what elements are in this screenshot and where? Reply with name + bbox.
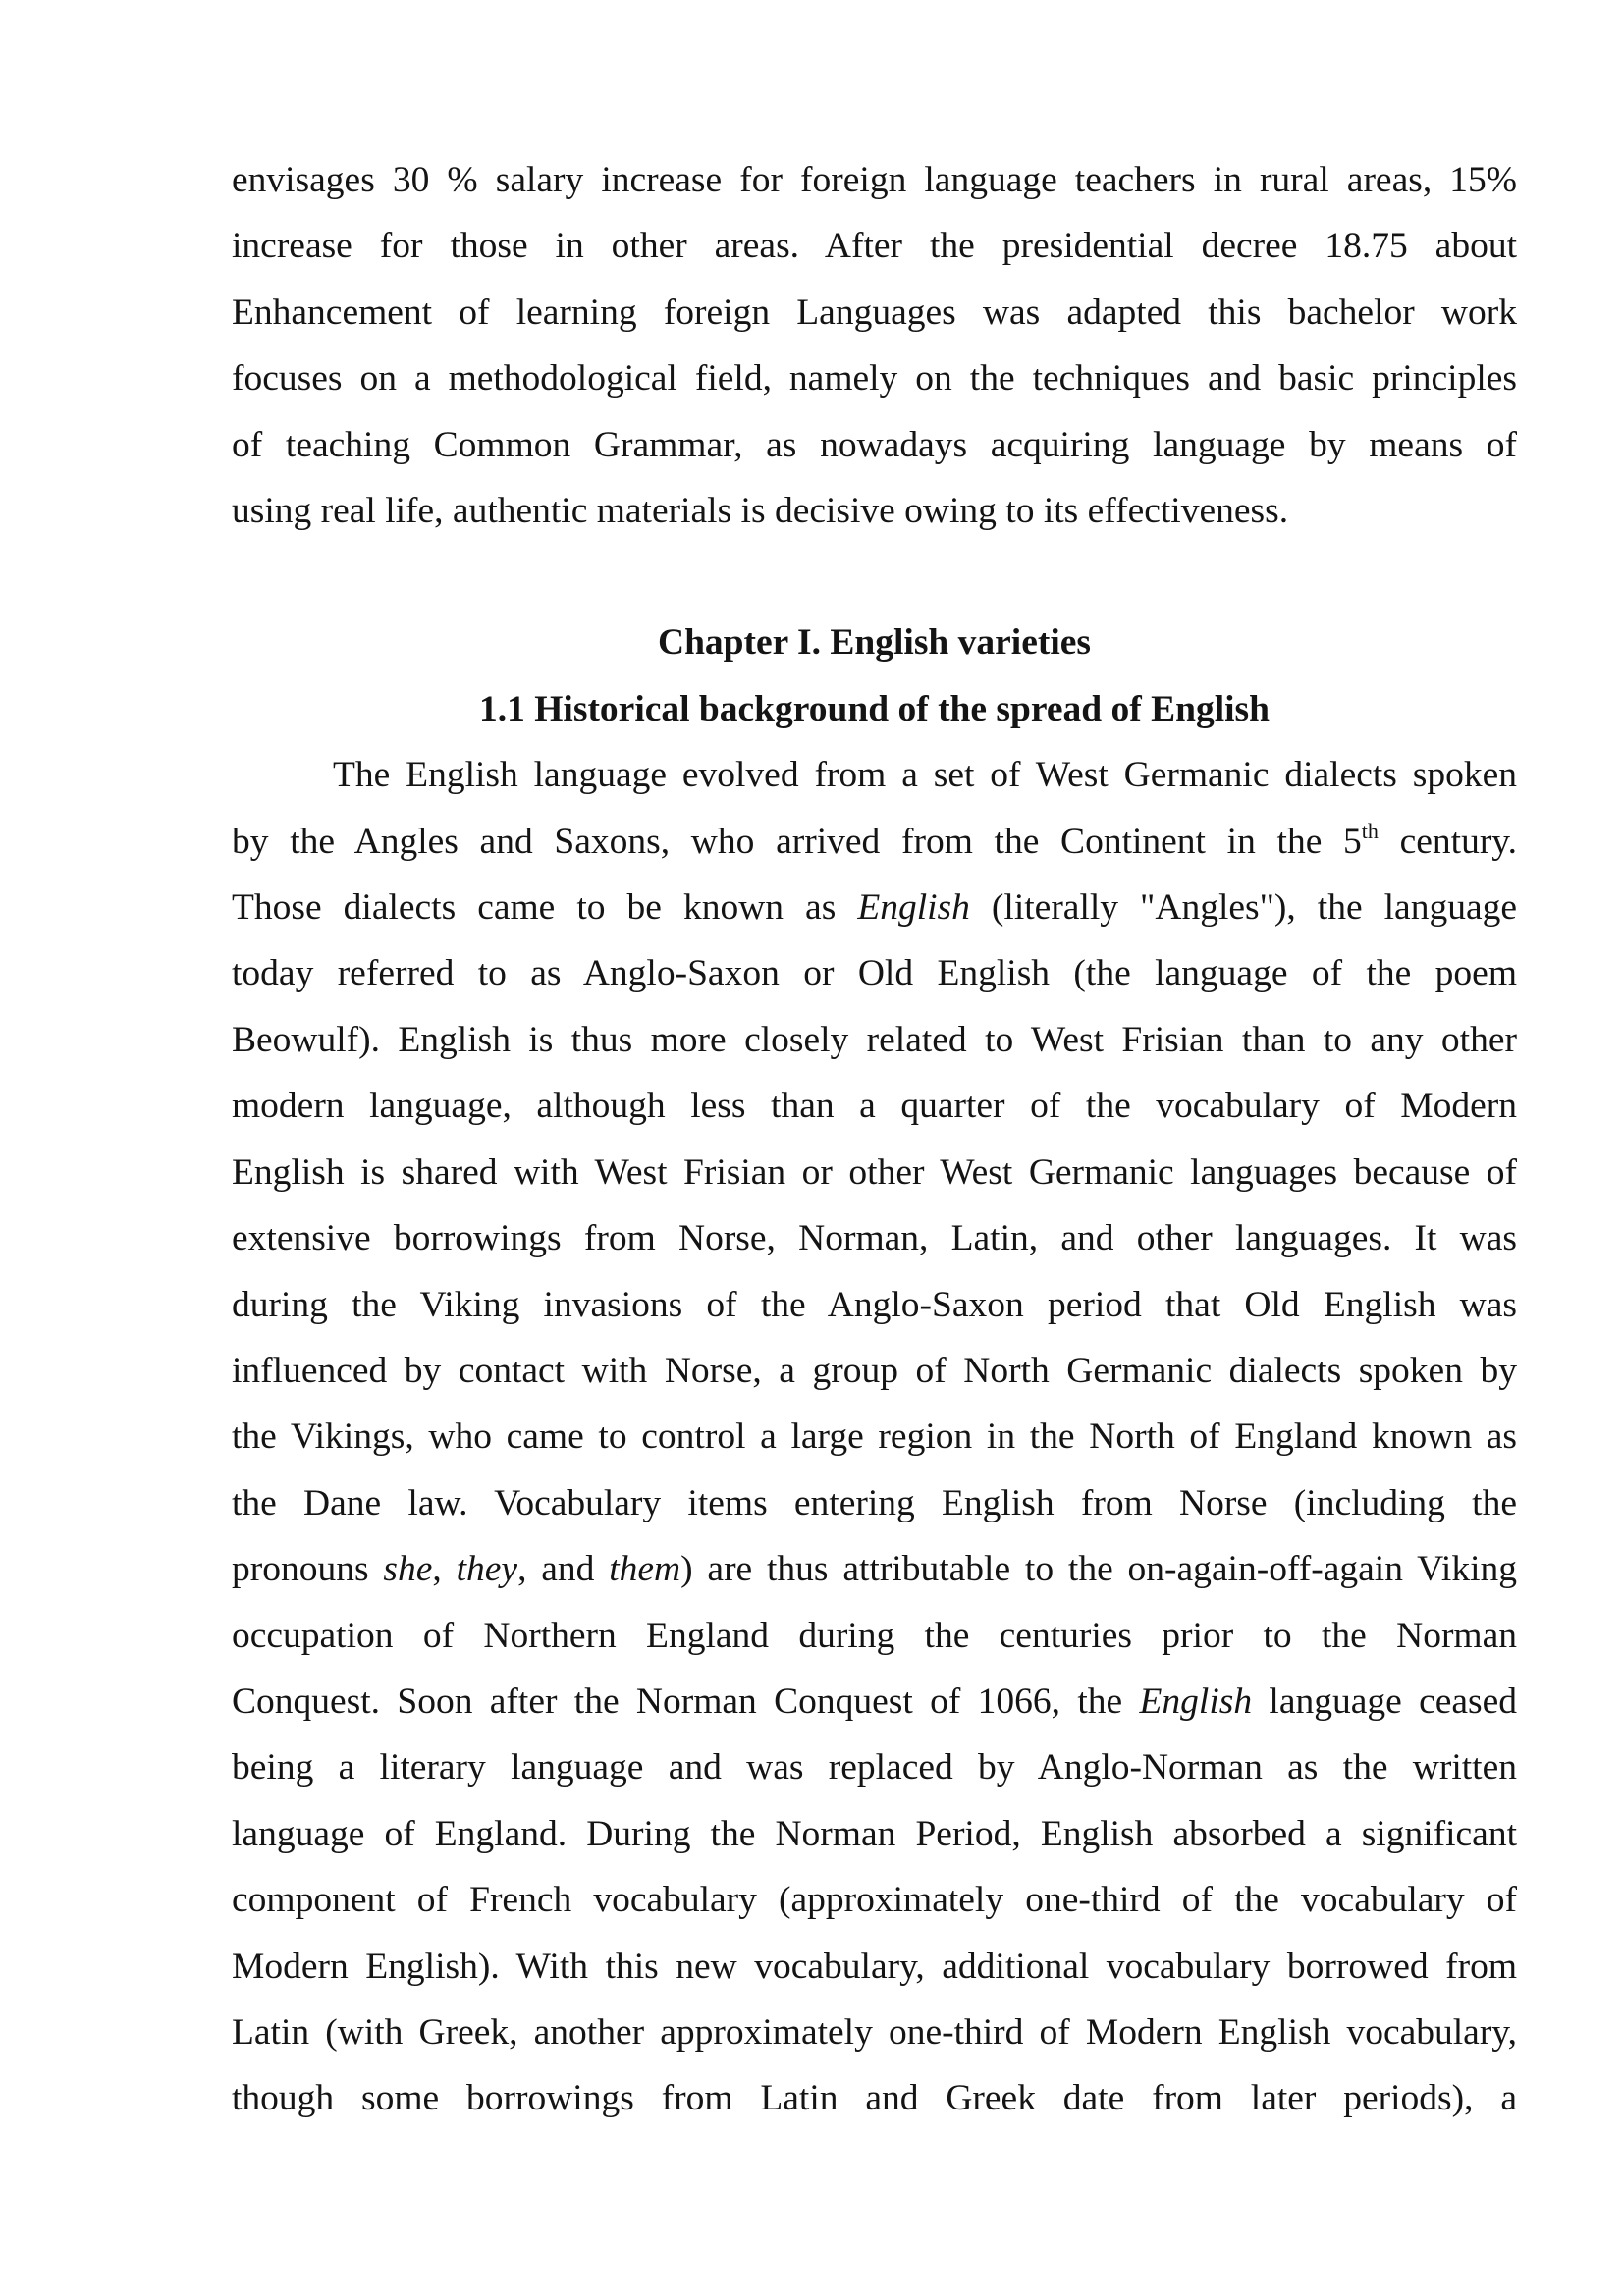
blank-line	[232, 544, 1517, 610]
text-line: the Dane law. Vocabulary items entering English from Norse (including the	[232, 1482, 1517, 1523]
italic-term: English	[857, 887, 970, 929]
text-segment: ,	[432, 1549, 457, 1590]
text-line: Beowulf). English is thus more closely related to West Frisian than to any other	[232, 1019, 1517, 1060]
text-segment: Those dialects came to be known as	[232, 887, 858, 929]
chapter-title: Chapter I. English varieties	[658, 622, 1091, 664]
italic-term: she	[383, 1549, 433, 1590]
text-line: increase for those in other areas. After the presidential decree 18.75 about	[232, 226, 1517, 267]
text-line: The English language evolved from a set of West Germanic dialects spoken	[333, 755, 1517, 796]
section-title: 1.1 Historical background of the spread of English	[479, 688, 1270, 729]
text-line: the Vikings, who came to control a large region in the North of England known as	[232, 1416, 1517, 1458]
text-line	[232, 1536, 1517, 1602]
italic-term: English	[1139, 1681, 1253, 1722]
text-line: envisages 30 % salary increase for foreign language teachers in rural areas, 15%	[232, 160, 1517, 200]
text-segment: language ceased	[1252, 1681, 1518, 1722]
text-line: Modern English). With this new vocabulary, additional vocabulary borrowed from	[232, 1946, 1517, 1987]
text-segment: century.	[1378, 821, 1518, 862]
text-line: being a literary language and was replaced by Anglo-Norman as the written	[232, 1747, 1517, 1789]
italic-term: them	[609, 1549, 681, 1590]
text-line: during the Viking invasions of the Anglo-Saxon period that Old English was	[232, 1284, 1517, 1325]
text-line: of teaching Common Grammar, as nowadays acquiring language by means of	[232, 424, 1517, 465]
text-line: English is shared with West Frisian or other West Germanic languages because of	[232, 1151, 1517, 1193]
text-segment: ) are thus attributable to the on-again-off-again Viking	[680, 1549, 1517, 1590]
text-line: language of England. During the Norman Period, English absorbed a significant	[232, 1813, 1517, 1854]
text-line: focuses on a methodological field, namely on the techniques and basic principles	[232, 358, 1517, 400]
text-line: Latin (with Greek, another approximately one-third of Modern English vocabulary,	[232, 2011, 1517, 2053]
body-paragraph	[232, 742, 1517, 2132]
text-line: occupation of Northern England during the centuries prior to the Norman	[232, 1615, 1517, 1656]
text-line	[232, 875, 1517, 940]
text-line: extensive borrowings from Norse, Norman, Latin, and other languages. It was	[232, 1218, 1517, 1259]
intro-paragraph	[232, 147, 1517, 544]
text-line: component of French vocabulary (approximately one-third of the vocabulary of	[232, 1880, 1517, 1921]
text-line: Enhancement of learning foreign Languages was adapted this bachelor work	[232, 292, 1517, 333]
ordinal-superscript: th	[1361, 818, 1379, 843]
text-line: today referred to as Anglo-Saxon or Old English (the language of the poem	[232, 953, 1517, 994]
text-line: influenced by contact with Norse, a group of North Germanic dialects spoken by	[232, 1350, 1517, 1391]
italic-term: they	[456, 1549, 518, 1590]
text-segment: pronouns	[232, 1549, 384, 1590]
text-segment: (literally "Angles"), the language	[969, 887, 1517, 929]
text-line: using real life, authentic materials is decisive owing to its effectiveness.	[232, 491, 1289, 532]
text-line: though some borrowings from Latin and Greek date from later periods), a	[232, 2078, 1517, 2119]
text-segment: by the Angles and Saxons, who arrived from the Continent in the 5	[232, 821, 1362, 862]
text-line	[232, 1669, 1517, 1735]
text-segment: Conquest. Soon after the Norman Conquest of 1066, the	[232, 1681, 1140, 1722]
text-line	[232, 809, 1517, 875]
text-segment: , and	[517, 1549, 610, 1590]
document-page	[232, 147, 1517, 2132]
text-line: modern language, although less than a quarter of the vocabulary of Modern	[232, 1086, 1517, 1127]
